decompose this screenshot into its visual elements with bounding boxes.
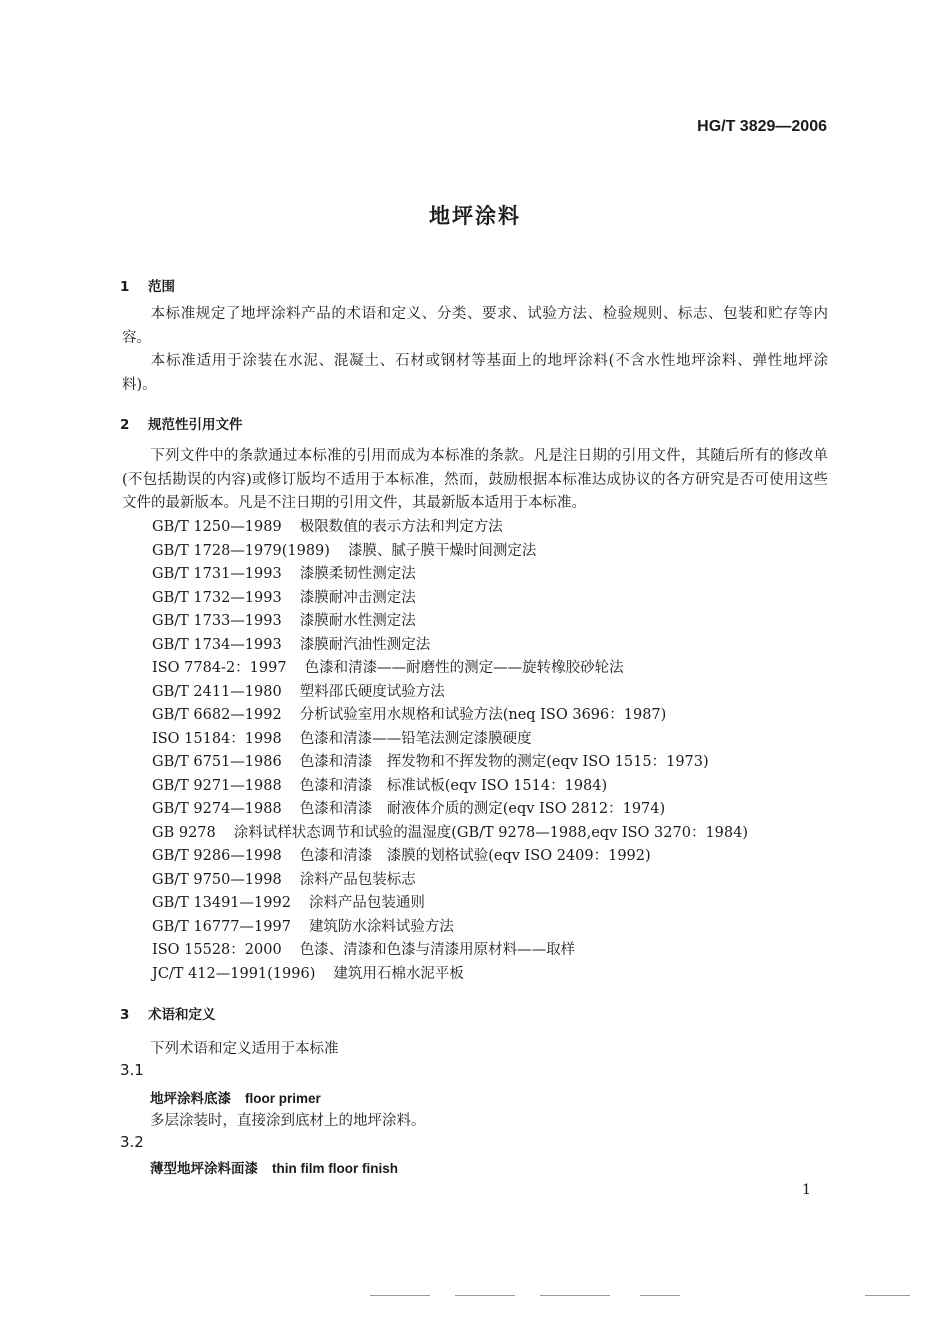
term-3-2 <box>150 1157 398 1177</box>
term-3-2-cn: 薄型地坪涂料面漆 <box>150 1161 258 1177</box>
reference-item: GB/T 6682—1992 分析试验室用水规格和试验方法(neq ISO 3696：1987) <box>152 707 667 723</box>
term-3-1 <box>150 1087 321 1107</box>
term-3-1-en: floor primer <box>245 1091 321 1106</box>
reference-item: ISO 7784-2：1997 色漆和清漆——耐磨性的测定——旋转橡胶砂轮法 <box>152 660 624 676</box>
section-3-heading <box>120 1003 216 1023</box>
reference-item: GB/T 1734—1993 漆膜耐汽油性测定法 <box>152 636 431 653</box>
section-2-number: 2 <box>120 417 130 433</box>
reference-item: GB/T 16777—1997 建筑防水涂料试验方法 <box>152 918 454 935</box>
reference-item: GB/T 13491—1992 涂料产品包装通则 <box>152 895 425 911</box>
reference-item: GB/T 2411—1980 塑料邵氏硬度试验方法 <box>152 683 445 700</box>
section-1-number: 1 <box>120 279 130 295</box>
section-1-heading <box>120 275 175 295</box>
term-3-1-number: 3.1 <box>120 1061 144 1079</box>
term-3-2-number: 3.2 <box>120 1133 144 1151</box>
term-3-1-definition: 多层涂装时，直接涂到底材上的地坪涂料。 <box>150 1113 426 1129</box>
reference-item: GB/T 9750—1998 涂料产品包装标志 <box>152 871 416 888</box>
reference-item: ISO 15528：2000 色漆、清漆和色漆与清漆用原材料——取样 <box>152 942 576 958</box>
section-3-intro: 下列术语和定义适用于本标准 <box>150 1041 339 1057</box>
reference-item: GB/T 1731—1993 漆膜柔韧性测定法 <box>152 566 416 582</box>
reference-item: GB/T 1250—1989 极限数值的表示方法和判定方法 <box>152 519 503 535</box>
reference-item: GB/T 9274—1988 色漆和清漆 耐液体介质的测定(eqv ISO 2812：1974) <box>152 801 666 817</box>
section-2-heading <box>120 413 243 433</box>
page-number: 1 <box>802 1182 811 1198</box>
reference-item: GB 9278 涂料试样状态调节和试验的温湿度(GB/T 9278—1988,eqv ISO 3270：1984) <box>152 824 749 841</box>
scan-artifact <box>540 1295 610 1296</box>
term-3-2-en: thin film floor finish <box>272 1161 398 1176</box>
scan-artifact <box>865 1295 910 1296</box>
reference-item: GB/T 6751—1986 色漆和清漆 挥发物和不挥发物的测定(eqv ISO 1515：1973) <box>152 754 709 770</box>
reference-item: GB/T 1732—1993 漆膜耐冲击测定法 <box>152 589 416 606</box>
reference-item: GB/T 1728—1979(1989) 漆膜、腻子膜干燥时间测定法 <box>152 542 537 559</box>
scan-artifact <box>455 1295 515 1296</box>
standard-code: HG/T 3829—2006 <box>697 118 827 135</box>
section-1-paragraph-2: 本标准适用于涂装在水泥、混凝土、石材或钢材等基面上的地坪涂料(不含水性地坪涂料、弹性地坪涂料)。 <box>122 353 828 393</box>
reference-list <box>152 516 748 986</box>
section-1-title: 范围 <box>148 279 175 295</box>
section-1-paragraph-1: 本标准规定了地坪涂料产品的术语和定义、分类、要求、试验方法、检验规则、标志、包装和贮存等内容。 <box>122 306 828 346</box>
reference-item: ISO 15184：1998 色漆和清漆——铅笔法测定漆膜硬度 <box>152 730 532 747</box>
scan-artifact <box>640 1295 680 1296</box>
document-title: 地坪涂料 <box>429 204 521 228</box>
section-2-title: 规范性引用文件 <box>148 417 243 433</box>
section-3-number: 3 <box>120 1007 130 1023</box>
term-3-1-cn: 地坪涂料底漆 <box>150 1091 231 1107</box>
reference-item: JC/T 412—1991(1996) 建筑用石棉水泥平板 <box>152 965 464 982</box>
section-2-intro: 下列文件中的条款通过本标准的引用而成为本标准的条款。凡是注日期的引用文件，其随后所有的修改单(不包括勘误的内容)或修订版均不适用于本标准，然而，鼓励根据本标准达成协议的各方研究是否可使用这些文件的最新版本。凡是不注日期的引用文件，其最新版本适用于本标准。 <box>122 448 828 511</box>
reference-item: GB/T 1733—1993 漆膜耐水性测定法 <box>152 613 416 629</box>
reference-item: GB/T 9286—1998 色漆和清漆 漆膜的划格试验(eqv ISO 2409：1992) <box>152 848 651 864</box>
scan-artifact <box>370 1295 430 1296</box>
section-3-title: 术语和定义 <box>148 1007 216 1023</box>
reference-item: GB/T 9271—1988 色漆和清漆 标准试板(eqv ISO 1514：1984) <box>152 777 608 794</box>
